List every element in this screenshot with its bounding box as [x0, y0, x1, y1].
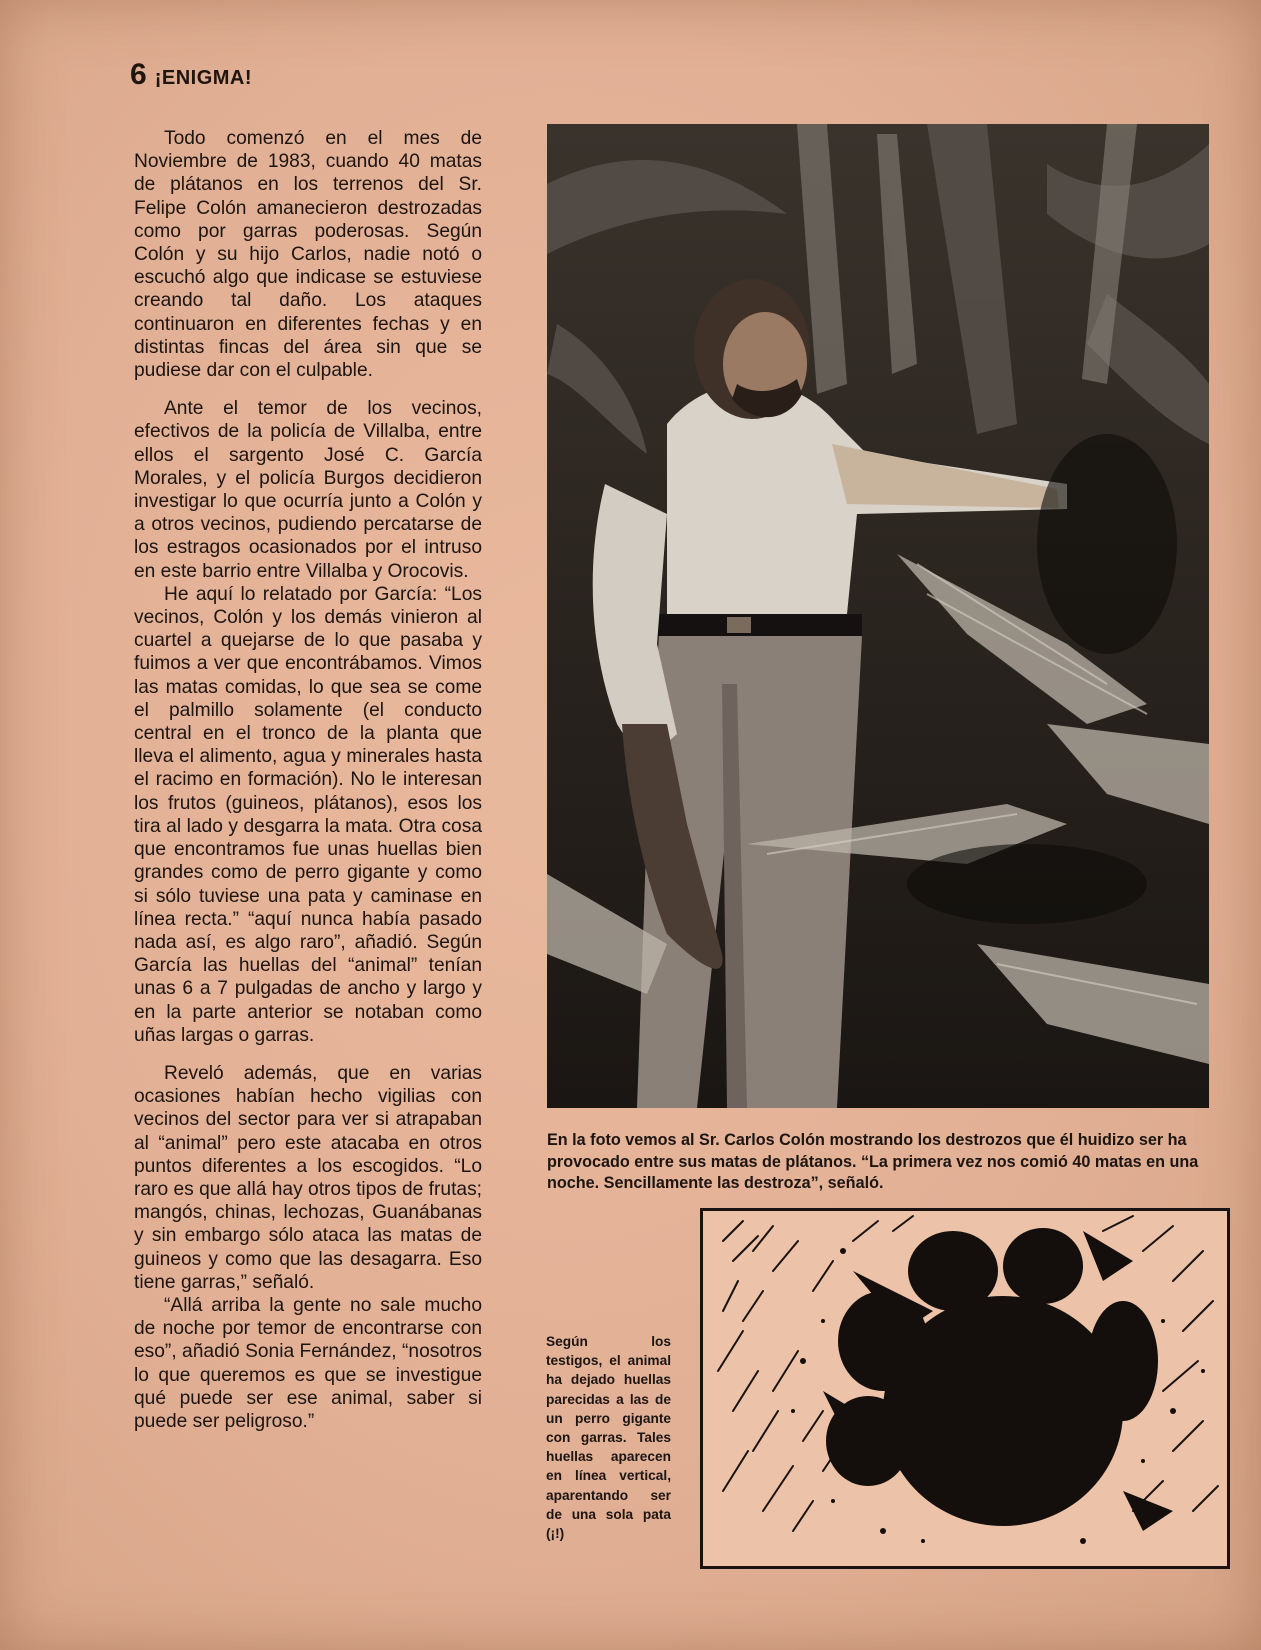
footprint-caption: Según los testigos, el animal ha dejado huellas parecidas a las de un perro gigante con garras. Tales huellas aparecen en línea vertical, aparentando ser de una sola pata (¡!) — [546, 1334, 671, 1542]
article-paragraph-2: Ante el temor de los vecinos, efectivos de la policía de Villalba, entre ellos el sargento José C. García Morales, y el policía Burgos decidieron investigar lo que ocurría junto a Colón y a otros vecinos, pudiendo percatarse de los estragos ocasionados por el intruso en este barrio entre Villalba y Orocovis. — [134, 398, 482, 582]
article-paragraph-5: “Allá arriba la gente no sale mucho de noche por temor de encontrarse con eso”, añadió Sonia Fernández, “nosotros lo que queremos es que se investigue qué puede ser ese animal, saber si puede ser peligroso.” — [134, 1294, 482, 1432]
article-paragraph-3: He aquí lo relatado por García: “Los vecinos, Colón y los demás vinieron al cuartel a quejarse de lo que pasaba y fuimos a ver que encontrábamos. Vimos las matas comidas, lo que sea se come el palmillo solamente (el conducto central en el tronco de la planta que lleva el alimento, agua y minerales hasta el racimo en formación). No le interesan los frutos (guineos, plátanos), esos los tira al lado y desgarra la mata. Otra cosa que encontramos fue unas huellas bien grandes como de perro gigante y como si sólo tuviese una pata y caminase en línea recta.” “aquí nunca había pasado nada así, es algo raro”, añadió. Según García las huellas del “animal” tenían unas 6 a 7 pulgadas de ancho y largo y en la parte anterior se notaban como uñas largas o garras. — [134, 583, 482, 1046]
page-header — [130, 58, 252, 92]
footprint-illustration — [700, 1208, 1230, 1569]
photo-caption: En la foto vemos al Sr. Carlos Colón mostrando los destrozos que él huidizo ser ha provocado entre sus matas de plátanos. “La primera vez nos comió 40 matas en una noche. Sencillamente las destroza”, señaló. — [547, 1131, 1199, 1192]
article-body — [134, 127, 482, 1433]
magazine-title: ¡ENIGMA! — [154, 67, 253, 89]
article-paragraph-4: Reveló además, que en varias ocasiones habían hecho vigilias con vecinos del sector para ver si atrapaban al “animal” pero este atacaba en otros puntos diferentes a los escogidos. “Lo raro es que allá hay otros tipos de frutas; mangós, chinas, lechozas, Guanábanas y sin embargo sólo ataca las matas de guineos y como que las desagarra. Eso tiene garras,” señaló. — [134, 1062, 482, 1293]
farmer-photo — [547, 124, 1209, 1108]
article-paragraph-1: Todo comenzó en el mes de Noviembre de 1983, cuando 40 matas de plátanos en los terrenos del Sr. Felipe Colón amanecieron destrozadas como por garras poderosas. Según Colón y su hijo Carlos, nadie notó o escuchó algo que indicase se estuviese creando tal daño. Los ataques continuaron en diferentes fechas y en distintas fincas del área sin que se pudiese dar con el culpable. — [134, 128, 482, 382]
page-number: 6 — [130, 58, 147, 91]
